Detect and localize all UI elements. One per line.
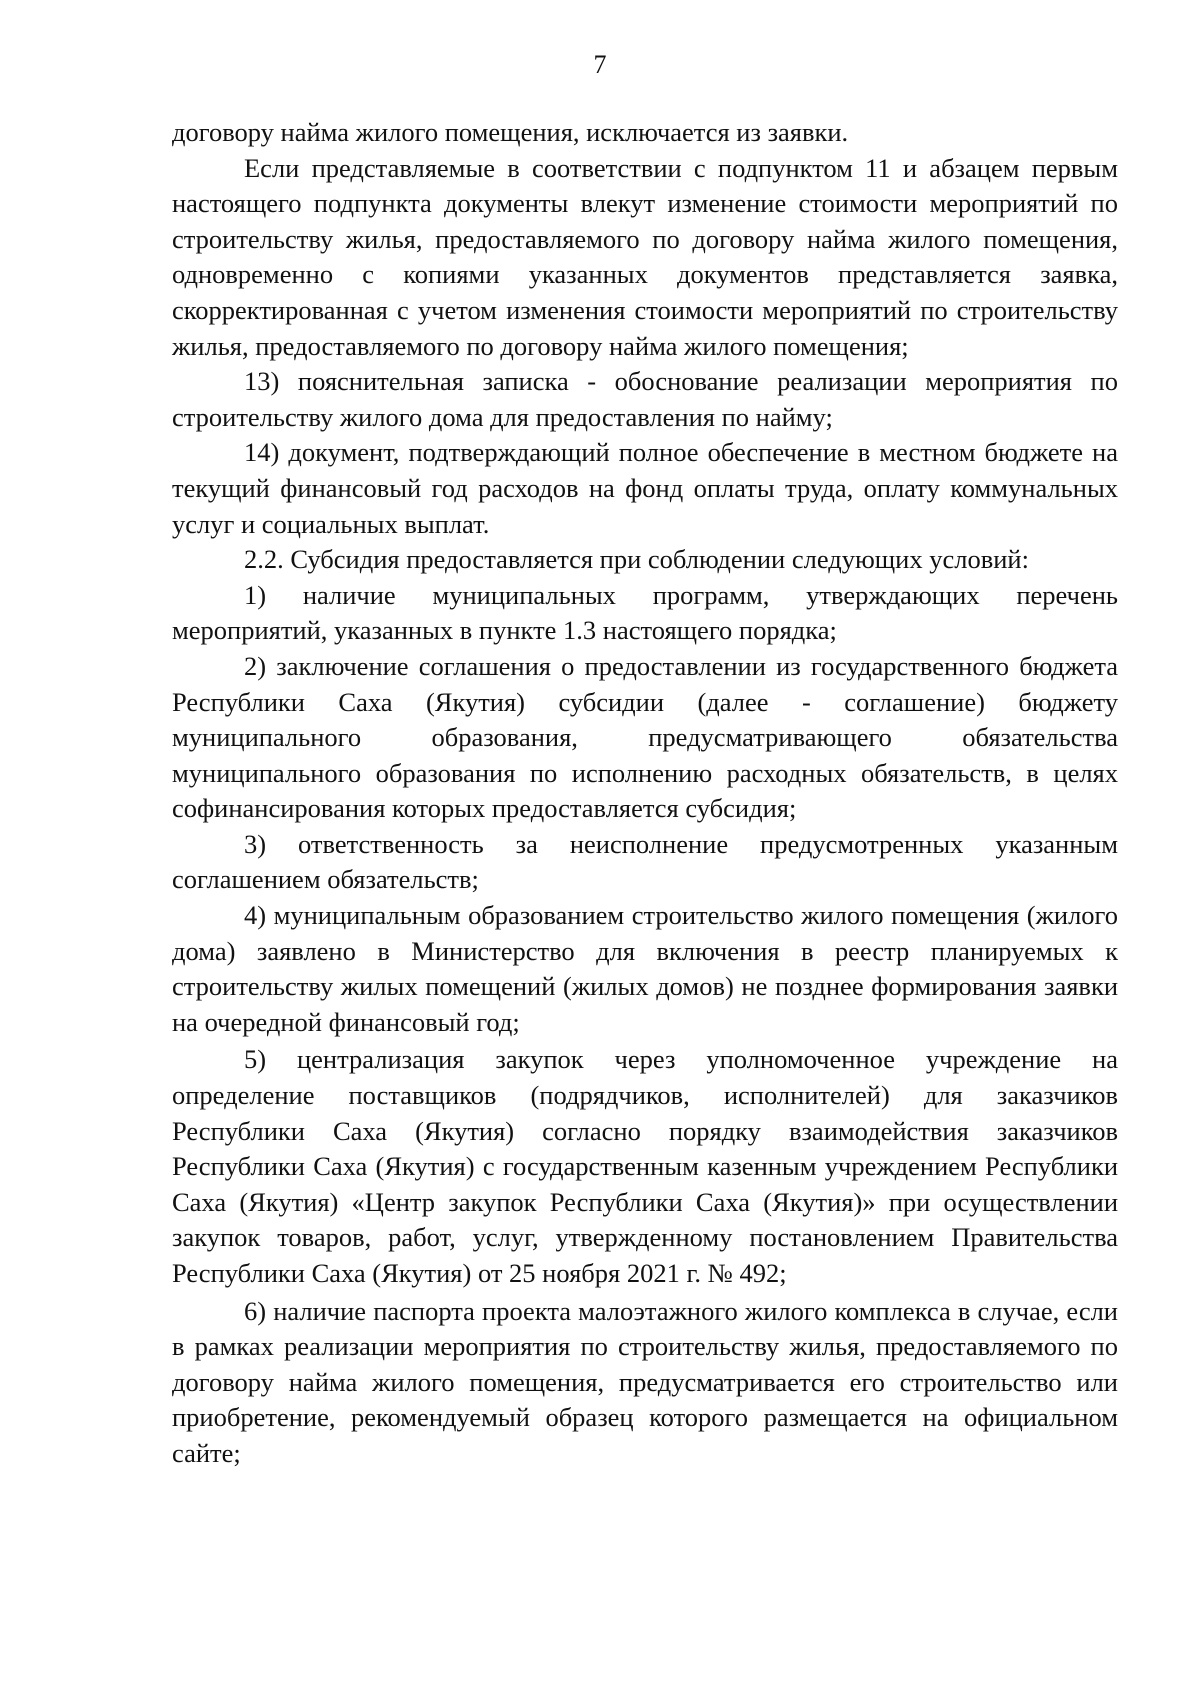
- paragraph-condition-1: 1) наличие муниципальных программ, утверждающих перечень мероприятий, указанных в пункте 1.3 настоящего порядка;: [172, 579, 1118, 646]
- page-number: 7: [593, 50, 607, 79]
- paragraph-condition-2: 2) заключение соглашения о предоставлении из государственного бюджета Республики Саха (Якутия) субсидии (далее - соглашение) бюджету муниципального образования, предусматривающего обязательства муниципального образования по исполнению расходных обязательств, в целях софинансирования которых предоставляется субсидия;: [172, 650, 1118, 824]
- paragraph-item-13: 13) пояснительная записка - обоснование реализации мероприятия по строительству жилого дома для предоставления по найму;: [172, 366, 1118, 432]
- paragraph-condition-6: 6) наличие паспорта проекта малоэтажного жилого комплекса в случае, если в рамках реализации мероприятия по строительству жилья, предоставляемого по договору найма жилого помещения, предусматривается его строительство или приобретение, рекомендуемый образец которого размещается на официальном сайте;: [172, 1295, 1118, 1468]
- paragraph-item-14: 14) документ, подтверждающий полное обеспечение в местном бюджете на текущий финансовый год расходов на фонд оплаты труда, оплату коммунальных услуг и социальных выплат.: [172, 437, 1118, 539]
- paragraph-condition-4: 4) муниципальным образованием строительство жилого помещения (жилого дома) заявлено в Министерство для включения в реестр планируемых к строительству жилых помещений (жилых домов) не позднее формирования заявки на очередной финансовый год;: [172, 900, 1118, 1037]
- paragraph-continuation: договору найма жилого помещения, исключается из заявки.: [172, 117, 849, 147]
- paragraph-condition-5: 5) централизация закупок через уполномоченное учреждение на определение поставщиков (подрядчиков, исполнителей) для заказчиков Республики Саха (Якутия) согласно порядку взаимодействия заказчиков Республики Саха (Якутия) с государственным казенным учреждением Республики Саха (Якутия) «Центр закупок Республики Саха (Якутия)» при осуществлении закупок товаров, работ, услуг, утвержденному постановлением Правительства Республики Саха (Якутия) от 25 ноября 2021 г. № 492;: [172, 1044, 1118, 1288]
- paragraph-section-2-2: 2.2. Субсидия предоставляется при соблюдении следующих условий:: [244, 544, 1029, 575]
- paragraph-condition-3: 3) ответственность за неисполнение предусмотренных указанным соглашением обязательств;: [172, 828, 1118, 895]
- paragraph-correction-note: Если представляемые в соответствии с подпунктом 11 и абзацем первым настоящего подпункта документы влекут изменение стоимости мероприятий по строительству жилья, предоставляемого по договору найма жилого помещения, одновременно с копиями указанных документов представляется заявка, скорректированная с учетом изменения стоимости мероприятий по строительству жилья, предоставляемого по договору найма жилого помещения;: [172, 152, 1118, 361]
- document-body: [172, 115, 1118, 1472]
